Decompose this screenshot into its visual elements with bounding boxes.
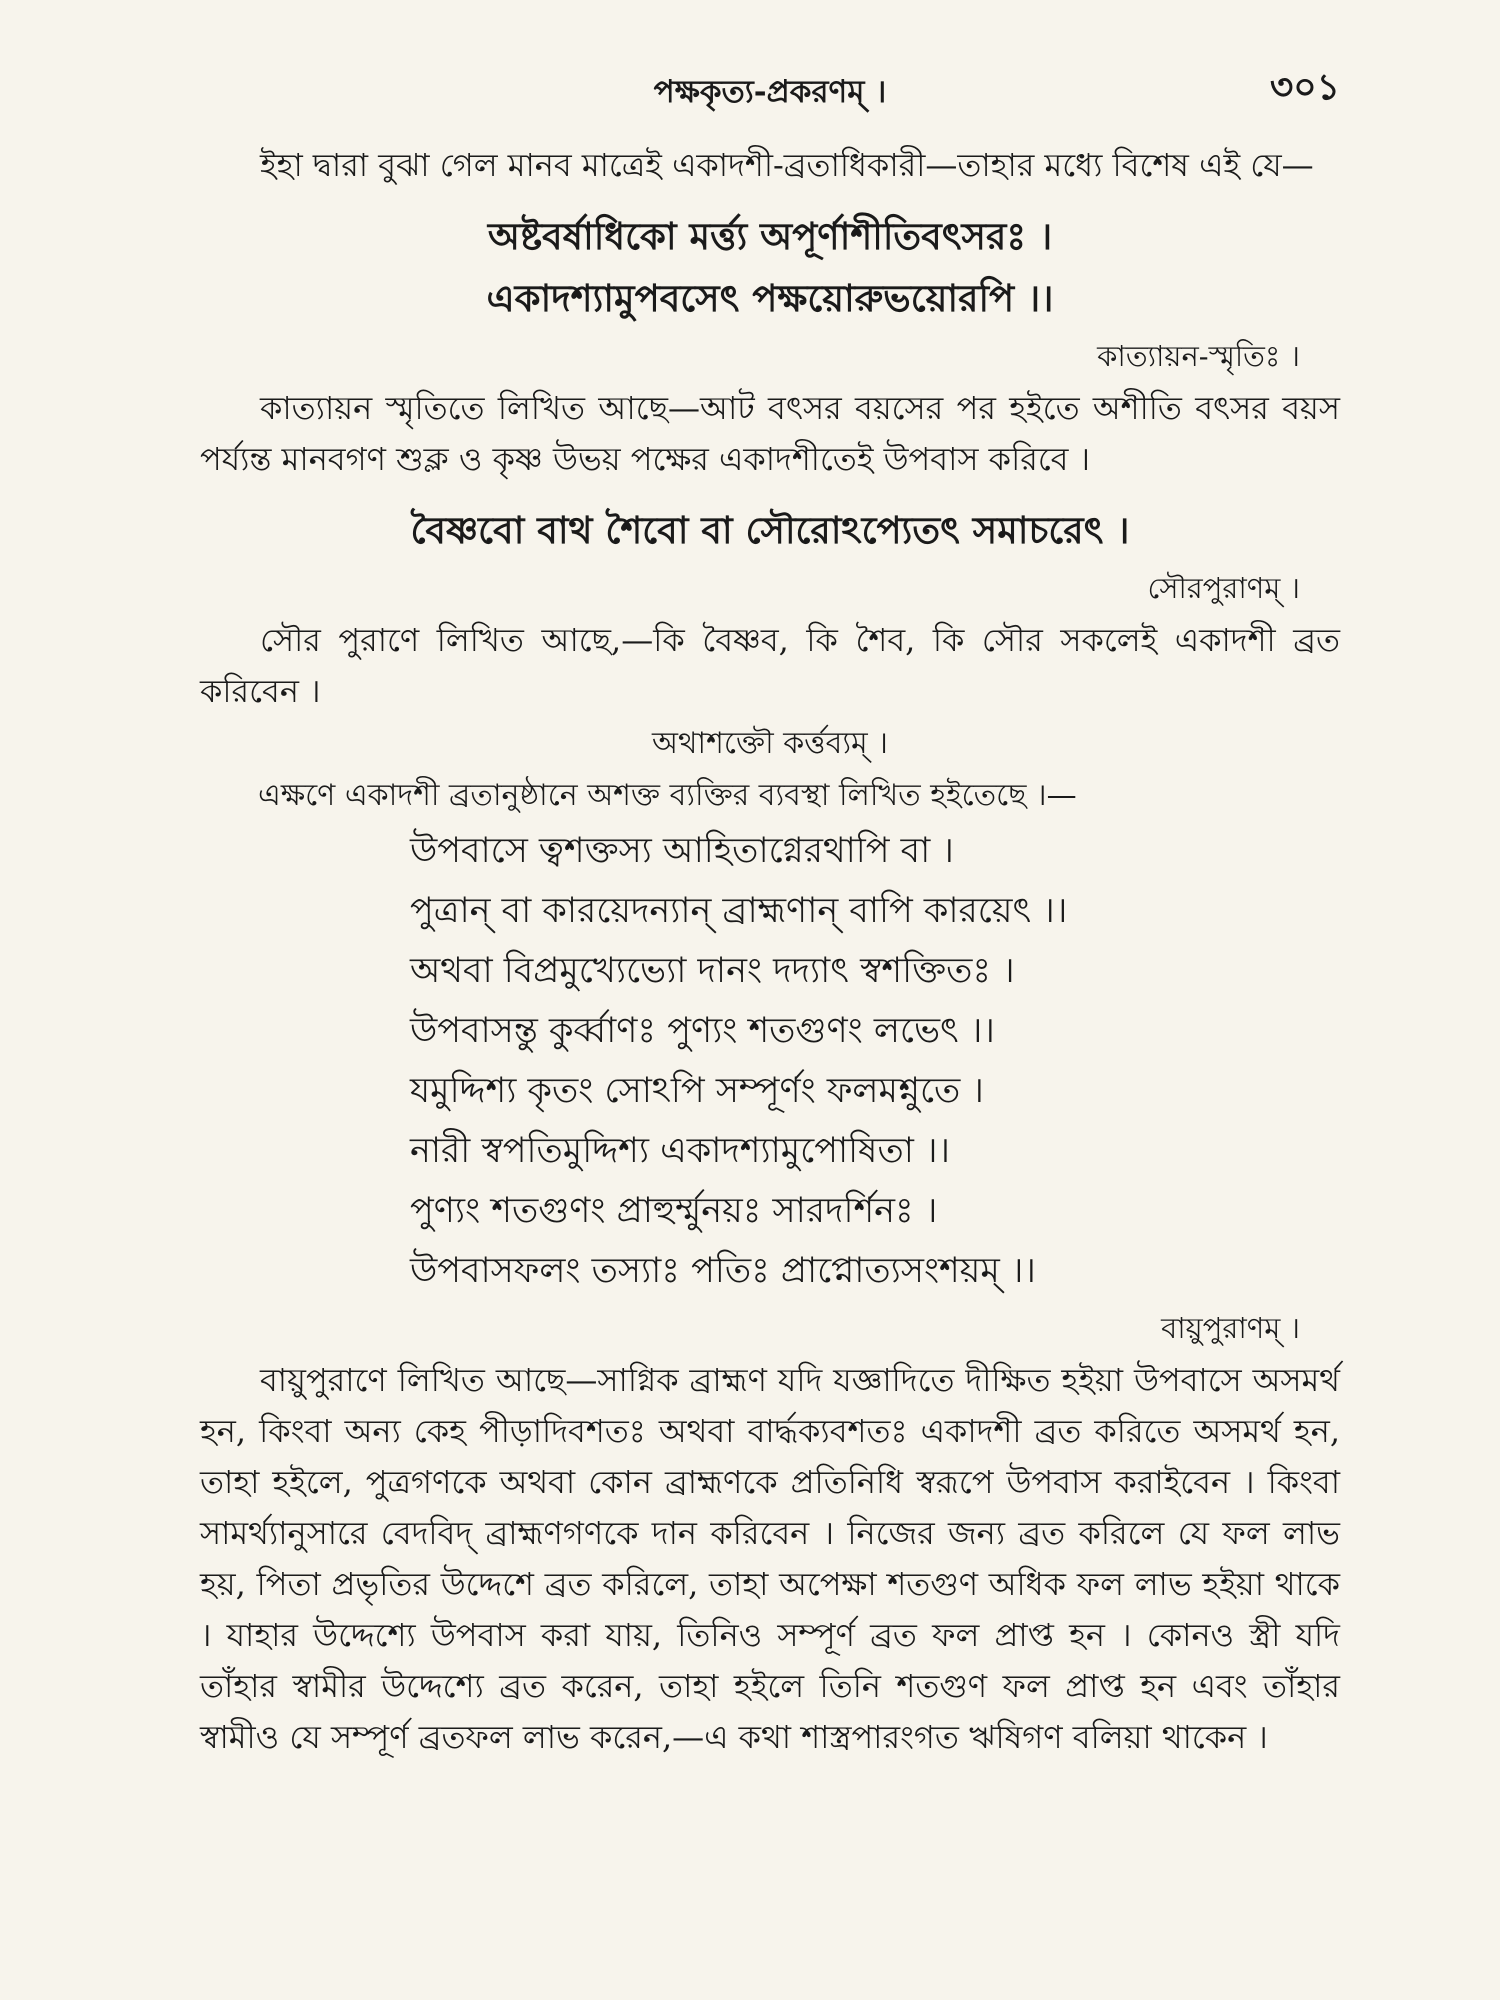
section-heading: অথাশক্তৌ কর্ত্তব্যম্ । bbox=[652, 726, 888, 761]
paragraph-2: কাত্যায়ন স্মৃতিতে লিখিত আছে—আট বৎসর বয়সের পর হইতে অশীতি বৎসর বয়স পর্য্যন্ত মানবগণ শুক্ল ও কৃষ্ণ উভয় পক্ষের একাদশীতেই উপবাস করিবে । bbox=[200, 389, 1340, 478]
verse-3-line-1: উপবাসে ত্বশক্তস্য আহিতাগ্নেরথাপি বা । bbox=[410, 831, 954, 871]
paragraph-1: ইহা দ্বারা বুঝা গেল মানব মাত্রেই একাদশী-ব্রতাধিকারী—তাহার মধ্যে বিশেষ এই যে— bbox=[260, 146, 1314, 184]
verse-3-line-7: পুণ্যং শতগুণং প্রাহুর্ম্মুনয়ঃ সারদর্শিনঃ । bbox=[410, 1191, 938, 1231]
verse-3-line-5: যমুদ্দিশ্য কৃতং সোঽপি সম্পূর্ণং ফলমশ্নুতে । bbox=[410, 1071, 984, 1111]
paragraph-3: সৌর পুরাণে লিখিত আছে,—কি বৈষ্ণব, কি শৈব, কি সৌর সকলেই একাদশী ব্রত করিবেন । bbox=[200, 621, 1340, 710]
paragraph-4: বায়ুপুরাণে লিখিত আছে—সাগ্নিক ব্রাহ্মণ যদি যজ্ঞাদিতে দীক্ষিত হইয়া উপবাসে অসমর্থ হন, কিংবা অন্য কেহ পীড়াদিবশতঃ অথবা বার্দ্ধক্যবশতঃ একাদশী ব্রত করিতে অসমর্থ হন, তাহা হইলে, পুত্রগণকে অথবা কোন ব্রাহ্মণকে প্রতিনিধি স্বরূপে উপবাস করাইবেন । কিংবা সামর্থ্যানুসারে বেদবিদ্ ব্রাহ্মণগণকে দান করিবেন । নিজের জন্য ব্রত করিলে যে ফল লাভ হয়, পিতা প্রভৃতির উদ্দেশে ব্রত করিলে, তাহা অপেক্ষা শতগুণ অধিক ফল লাভ হইয়া থাকে । যাহার উদ্দেশ্যে উপবাস করা যায়, তিনিও সম্পূর্ণ ব্রত ফল প্রাপ্ত হন । কোনও স্ত্রী যদি তাঁহার স্বামীর উদ্দেশ্যে ব্রত করেন, তাহা হইলে তিনি শতগুণ ফল প্রাপ্ত হন এবং তাঁহার স্বামীও যে সম্পূর্ণ ব্রতফল লাভ করেন,—এ কথা শাস্ত্রপারংগত ঋষিগণ বলিয়া থাকেন । bbox=[200, 1361, 1340, 1756]
verse-3-line-4: উপবাসন্তু কুর্ব্বাণঃ পুণ্যং শতগুণং লভেৎ ।। bbox=[410, 1011, 995, 1051]
page-body bbox=[200, 140, 1340, 1763]
page-header bbox=[200, 60, 1340, 120]
page-number: ৩০১ bbox=[1269, 66, 1340, 108]
verse-3-line-3: অথবা বিপ্রমুখ্যেভ্যো দানং দদ্যাৎ স্বশক্তিতঃ । bbox=[410, 951, 1015, 991]
verse-3-line-8: উপবাসফলং তস্যাঃ পতিঃ প্রাপ্নোত্যসংশয়ম্ ।। bbox=[410, 1251, 1036, 1291]
verse-3-line-2: পুত্রান্ বা কারয়েদন্যান্ ব্রাহ্মণান্ বাপি কারয়েৎ ।। bbox=[410, 891, 1068, 931]
verse-3-line-6: নারী স্বপতিমুদ্দিশ্য একাদশ্যামুপোষিতা ।। bbox=[410, 1131, 951, 1171]
verse-2: বৈষ্ণবো বাথ শৈবো বা সৌরোঽপ্যেতৎ সমাচরেৎ । bbox=[410, 508, 1130, 552]
verse-1-line-2: একাদশ্যামুপবসেৎ পক্ষয়োরুভয়োরপি ।। bbox=[486, 276, 1054, 320]
verse-1-line-1: অষ্টবর্ষাধিকো মর্ত্ত্য অপূর্ণাশীতিবৎসরঃ । bbox=[487, 214, 1053, 258]
source-vayu-purana: বায়ুপুরাণম্ । bbox=[1161, 1311, 1300, 1345]
running-title: পক্ষকৃত্য-প্রকরণম্ । bbox=[653, 74, 887, 110]
source-katyayana: কাত্যায়ন-স্মৃতিঃ । bbox=[1097, 339, 1300, 373]
source-saura-purana: সৌরপুরাণম্ । bbox=[1147, 571, 1300, 605]
lead-line: এক্ষণে একাদশী ব্রতানুষ্ঠানে অশক্ত ব্যক্তির ব্যবস্থা লিখিত হইতেছে ।— bbox=[258, 778, 1077, 813]
